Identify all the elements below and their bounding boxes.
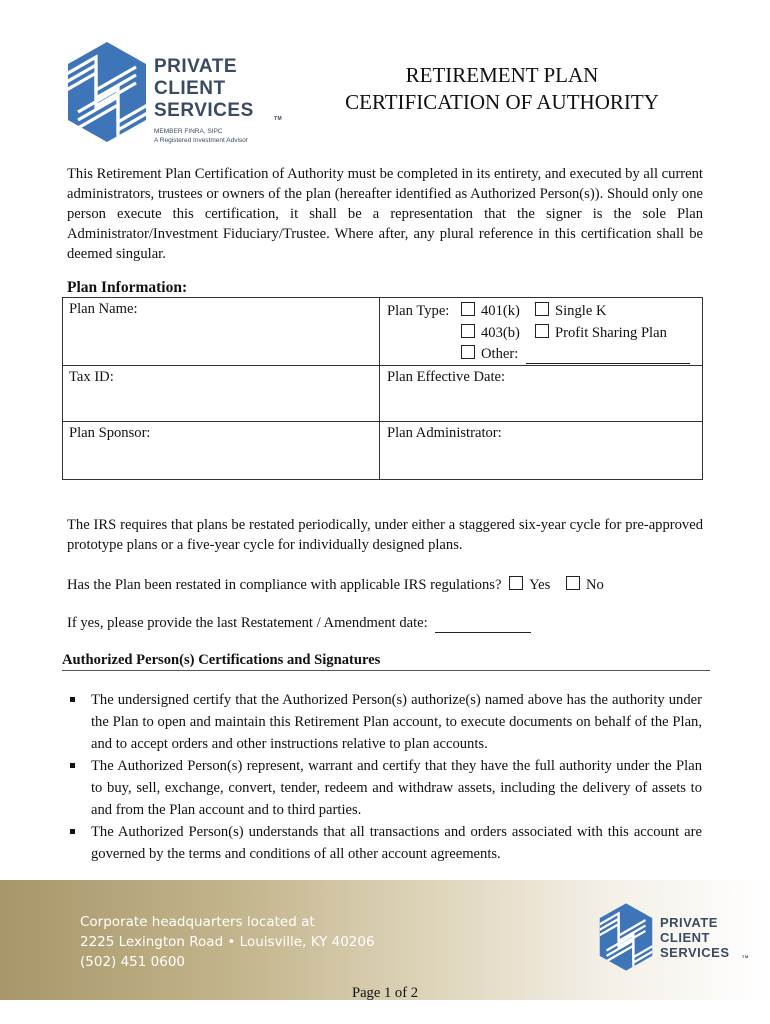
tax-id-label: Tax ID: <box>69 369 114 385</box>
checkbox-no[interactable] <box>566 576 580 590</box>
plan-sponsor-label: Plan Sponsor: <box>69 425 151 441</box>
footer-logo-tm: TM <box>742 954 749 959</box>
checkbox-yes[interactable] <box>509 576 523 590</box>
footer-logo-private: PRIVATE <box>660 915 718 930</box>
option-other[interactable] <box>461 344 690 364</box>
logo-line-client: CLIENT <box>154 78 226 99</box>
option-403b[interactable] <box>461 323 520 343</box>
plan-administrator-label: Plan Administrator: <box>387 425 502 441</box>
restatement-question-row <box>67 575 703 595</box>
title-line-2: CERTIFICATION OF AUTHORITY <box>345 90 659 114</box>
certs-bullet-list <box>70 689 702 865</box>
restatement-date-line[interactable] <box>435 618 531 633</box>
title-line-1: RETIREMENT PLAN <box>405 63 599 87</box>
bullet-text: The Authorized Person(s) represent, warrant and certify that they have the full authority under the Plan to buy, sell, exchange, convert, tender, redeem and withdraw assets, including the delivery of assets to and from the Plan account and to third parties. <box>91 758 702 818</box>
footer-logo-services: SERVICES <box>660 945 730 960</box>
option-other-label: Other: <box>481 346 519 362</box>
checkbox-profit-sharing[interactable] <box>535 324 549 338</box>
logo-tm: TM <box>274 116 283 122</box>
option-401k-label: 401(k) <box>481 303 520 319</box>
intro-paragraph: This Retirement Plan Certification of Authority must be completed in its entirety, and executed by all current administrators, trustees or owners of the plan (hereafter identified as Authorized Person(s)). Should only one person execute this certification, it shall be a representation that the signer is the sole Plan Administrator/Investment Fiduciary/Trustee. Where after, any plural reference in this certification shall be deemed singular. <box>67 166 703 262</box>
document-title <box>300 62 704 116</box>
effective-date-label: Plan Effective Date: <box>387 369 506 385</box>
checkbox-403b[interactable] <box>461 324 475 338</box>
checkbox-single-k[interactable] <box>535 302 549 316</box>
checkbox-401k[interactable] <box>461 302 475 316</box>
plan-type-label: Plan Type: <box>387 303 450 319</box>
header-logo <box>66 40 296 150</box>
bullet-text: The undersigned certify that the Authorized Person(s) authorize(s) named above has the authority under the Plan to open and maintain this Retirement Plan account, to execute documents on behalf of the Plan, and to accept orders and other instructions relative to plan accounts. <box>91 692 702 752</box>
plan-name-label: Plan Name: <box>69 301 138 317</box>
restated-yes-option[interactable] <box>509 577 550 593</box>
restatement-date-row <box>67 613 703 633</box>
effective-date-cell[interactable] <box>379 365 703 422</box>
other-plan-type-line[interactable] <box>526 349 690 364</box>
footer-street-line: 2225 Lexington Road • Louisville, KY 40206 <box>80 934 375 950</box>
option-403b-label: 403(b) <box>481 325 520 341</box>
logo-sub-finra: MEMBER FINRA, SIPC <box>154 128 223 135</box>
logo-mark-icon <box>66 40 148 144</box>
bullet-text: The Authorized Person(s) understands that all transactions and orders associated with this account are governed by the terms and conditions of all other account agreements. <box>91 824 702 862</box>
option-single-k[interactable] <box>535 301 606 321</box>
footer-hq-line: Corporate headquarters located at <box>80 914 315 930</box>
no-label: No <box>586 577 604 593</box>
yes-label: Yes <box>529 577 551 593</box>
page-number: Page 1 of 2 <box>351 985 419 1001</box>
footer-logo-client: CLIENT <box>660 930 710 945</box>
plan-type-cell <box>379 297 703 366</box>
option-single-k-label: Single K <box>555 303 607 319</box>
footer-address <box>80 912 375 972</box>
checkbox-other[interactable] <box>461 345 475 359</box>
list-item <box>70 689 702 755</box>
option-401k[interactable] <box>461 301 520 321</box>
certs-heading: Authorized Person(s) Certifications and Signatures <box>62 652 381 668</box>
irs-paragraph: The IRS requires that plans be restated periodically, under either a staggered six-year cycle for pre-approved prototype plans or a five-year cycle for individually designed plans. <box>67 517 703 553</box>
option-profit-sharing-label: Profit Sharing Plan <box>555 325 667 341</box>
footer-logo <box>598 902 758 972</box>
option-profit-sharing[interactable] <box>535 323 667 343</box>
logo-line-services: SERVICES <box>154 100 254 121</box>
certs-heading-rule <box>62 670 710 671</box>
footer-logo-mark-icon <box>598 902 654 972</box>
plan-name-cell[interactable] <box>62 297 380 366</box>
plan-info-heading: Plan Information: <box>67 279 188 296</box>
logo-sub-ria: A Registered Investment Advisor <box>154 137 248 144</box>
plan-administrator-cell[interactable] <box>379 421 703 480</box>
bullet-square-icon <box>70 829 75 834</box>
logo-line-private: PRIVATE <box>154 56 238 77</box>
restated-no-option[interactable] <box>566 577 604 593</box>
plan-sponsor-cell[interactable] <box>62 421 380 480</box>
list-item <box>70 821 702 865</box>
bullet-square-icon <box>70 763 75 768</box>
restatement-question: Has the Plan been restated in compliance with applicable IRS regulations? <box>67 577 502 593</box>
list-item <box>70 755 702 821</box>
tax-id-cell[interactable] <box>62 365 380 422</box>
plan-info-table <box>62 297 703 480</box>
bullet-square-icon <box>70 697 75 702</box>
restatement-date-prompt: If yes, please provide the last Restatement / Amendment date: <box>67 615 428 631</box>
footer-phone-line: (502) 451 0600 <box>80 954 186 970</box>
